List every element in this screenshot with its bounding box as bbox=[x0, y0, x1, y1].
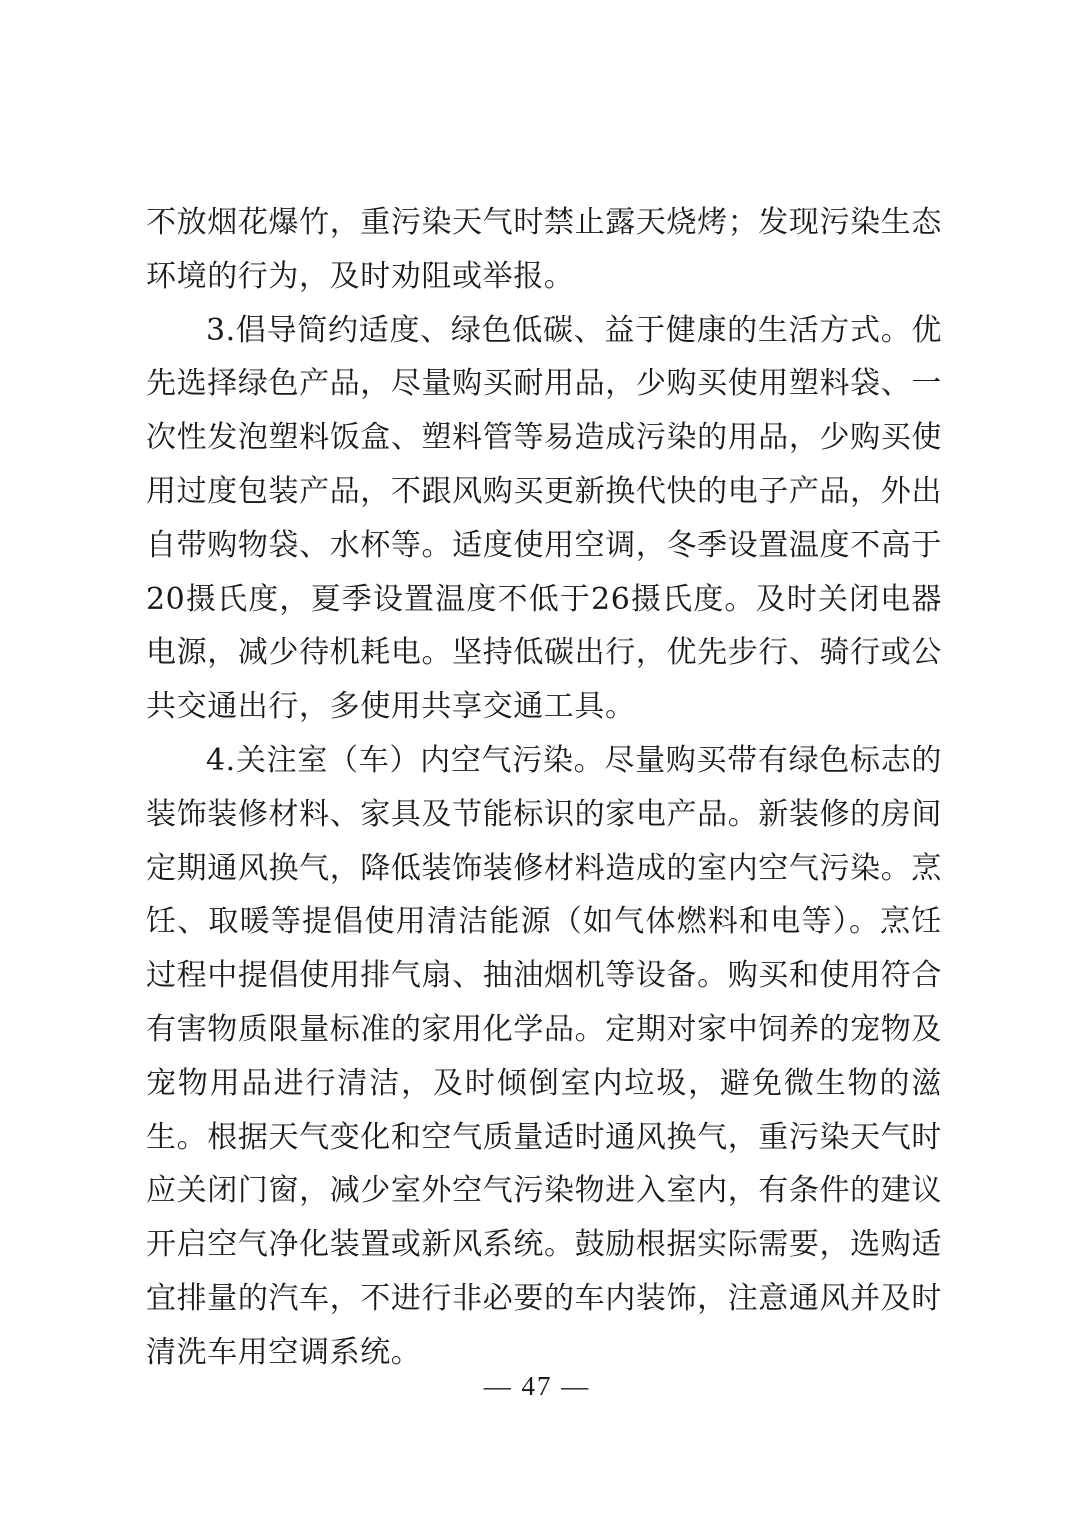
paragraph-item-3: 3.倡导简约适度、绿色低碳、益于健康的生活方式。优先选择绿色产品，尽量购买耐用品，少购买使用塑料袋、一次性发泡塑料饭盒、塑料管等易造成污染的用品，少购买使用过度包装产品，不跟风购买更新换代快的电子产品，外出自带购物袋、水杯等。适度使用空调，冬季设置温度不高于20摄氏度，夏季设置温度不低于26摄氏度。及时关闭电器电源，减少待机耗电。坚持低碳出行，优先步行、骑行或公共交通出行，多使用共享交通工具。 bbox=[146, 312, 942, 725]
page-number: — 47 — bbox=[483, 1371, 591, 1401]
paragraph-item-4: 4.关注室（车）内空气污染。尽量购买带有绿色标志的装饰装修材料、家具及节能标识的家电产品。新装修的房间定期通风换气，降低装饰装修材料造成的室内空气污染。烹饪、取暖等提倡使用清洁能源（如气体燃料和电等）。烹饪过程中提倡使用排气扇、抽油烟机等设备。购买和使用符合有害物质限量标准的家用化学品。定期对家中饲养的宠物及宠物用品进行清洁，及时倾倒室内垃圾，避免微生物的滋生。根据天气变化和空气质量适时通风换气，重污染天气时应关闭门窗，减少室外空气污染物进入室内，有条件的建议开启空气净化装置或新风系统。鼓励根据实际需要，选购适宜排量的汽车，不进行非必要的车内装饰，注意通风并及时清洗车用空调系统。 bbox=[146, 742, 942, 1370]
body-text bbox=[146, 196, 942, 1380]
paragraph-continuation: 不放烟花爆竹，重污染天气时禁止露天烧烤；发现污染生态环境的行为，及时劝阻或举报。 bbox=[146, 205, 942, 294]
